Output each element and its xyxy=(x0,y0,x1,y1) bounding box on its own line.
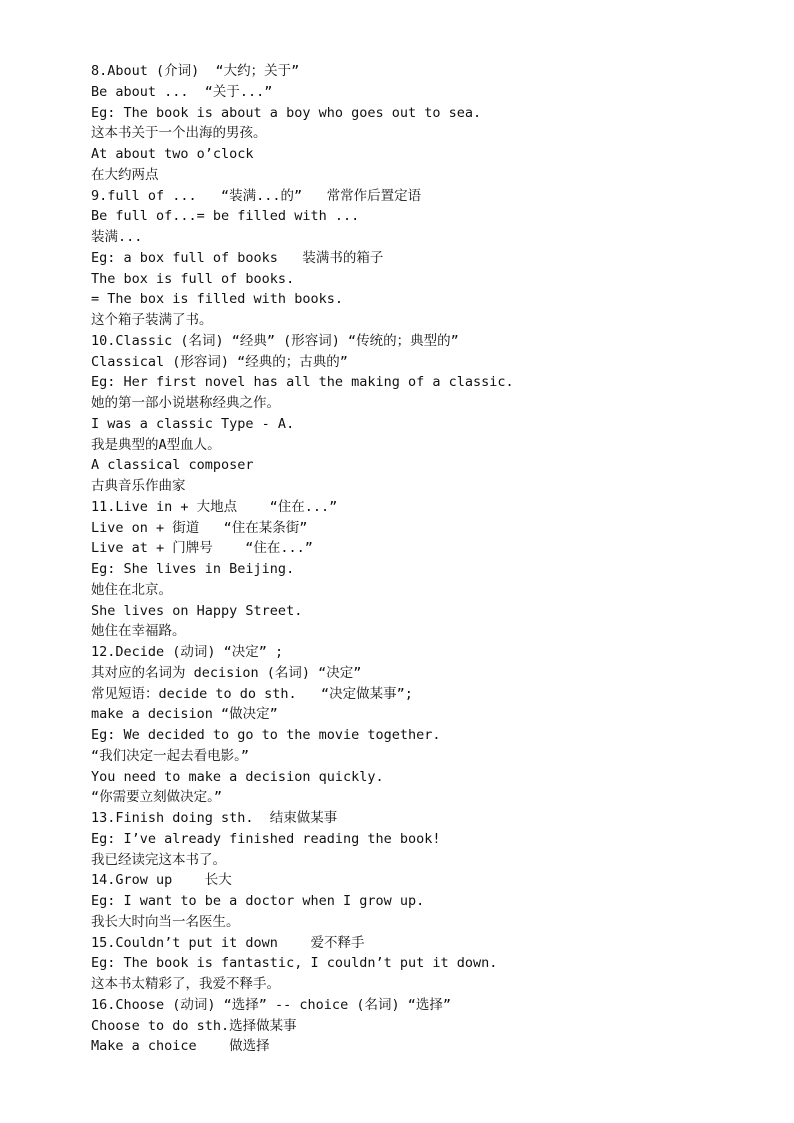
text-line: 16.Choose (动词) “选择” -- choice (名词) “选择” xyxy=(91,996,451,1013)
text-line: At about two o’clock xyxy=(91,146,254,162)
text-line: I was a classic Type - A. xyxy=(91,415,295,432)
text-line: Make a choice 做选择 xyxy=(91,1038,270,1055)
text-line: Eg: We decided to go to the movie together. xyxy=(91,727,441,743)
text-line: 我长大时向当一名医生。 xyxy=(91,913,240,930)
text-line: The box is full of books. xyxy=(91,270,295,287)
text-line: “你需要立刻做决定。” xyxy=(91,789,223,806)
text-line: 9.full of ... “装满...的” 常常作后置定语 xyxy=(91,187,422,204)
text-line: 我已经读完这本书了。 xyxy=(91,851,226,868)
text-line: 这本书太精彩了，我爱不释手。 xyxy=(91,976,280,992)
text-line: 我是典型的A型血人。 xyxy=(91,436,221,453)
text-line: “我们决定一起去看电影。” xyxy=(91,747,250,764)
document-body xyxy=(91,61,771,1057)
text-line: Eg: Her first novel has all the making of a classic. xyxy=(91,374,514,391)
text-line: 在大约两点 xyxy=(91,166,159,183)
text-line: 这个箱子装满了书。 xyxy=(91,312,213,328)
text-line: 常见短语：decide to do sth. “决定做某事”; xyxy=(91,685,413,702)
text-line: Eg: The book is about a boy who goes out to sea. xyxy=(91,104,482,121)
text-line: Eg: I’ve already finished reading the book! xyxy=(91,830,441,847)
text-line: Choose to do sth.选择做某事 xyxy=(91,1017,297,1034)
text-line: 13.Finish doing sth. 结束做某事 xyxy=(91,810,338,826)
text-line: 装满... xyxy=(91,229,143,245)
text-line: Live at + 门牌号 “住在...” xyxy=(91,540,313,557)
text-line: = The box is filled with books. xyxy=(91,291,343,308)
text-line: Classical (形容词) “经典的；古典的” xyxy=(91,353,348,370)
text-line: 14.Grow up 长大 xyxy=(91,872,232,889)
text-line: Be about ... “关于...” xyxy=(91,83,273,100)
text-line: Eg: The book is fantastic, I couldn’t put it down. xyxy=(91,955,498,972)
text-line: Be full of...= be filled with ... xyxy=(91,208,360,225)
text-line: Eg: I want to be a doctor when I grow up. xyxy=(91,893,425,909)
text-line: 10.Classic (名词) “经典” (形容词) “传统的；典型的” xyxy=(91,332,459,349)
text-line: Live on + 街道 “住在某条街” xyxy=(91,519,308,536)
text-line: 古典音乐作曲家 xyxy=(91,478,186,494)
text-line: She lives on Happy Street. xyxy=(91,602,303,619)
text-line: Eg: a box full of books 装满书的箱子 xyxy=(91,249,384,266)
text-line: 12.Decide (动词) “决定” ; xyxy=(91,644,284,660)
text-line: 她的第一部小说堪称经典之作。 xyxy=(91,395,280,411)
text-line: 她住在北京。 xyxy=(91,581,172,598)
text-line: 这本书关于一个出海的男孩。 xyxy=(91,125,267,142)
text-line: Eg: She lives in Beijing. xyxy=(91,561,295,577)
text-line: 11.Live in + 大地点 “住在...” xyxy=(91,498,338,515)
text-line: 8.About (介词) “大约；关于” xyxy=(91,63,300,79)
text-line: You need to make a decision quickly. xyxy=(91,768,384,785)
text-line: 其对应的名词为 decision (名词) “决定” xyxy=(91,664,362,681)
text-line: 她住在幸福路。 xyxy=(91,623,186,640)
text-line: A classical composer xyxy=(91,457,254,474)
text-line: 15.Couldn’t put it down 爱不释手 xyxy=(91,934,365,951)
text-line: make a decision “做决定” xyxy=(91,706,278,723)
